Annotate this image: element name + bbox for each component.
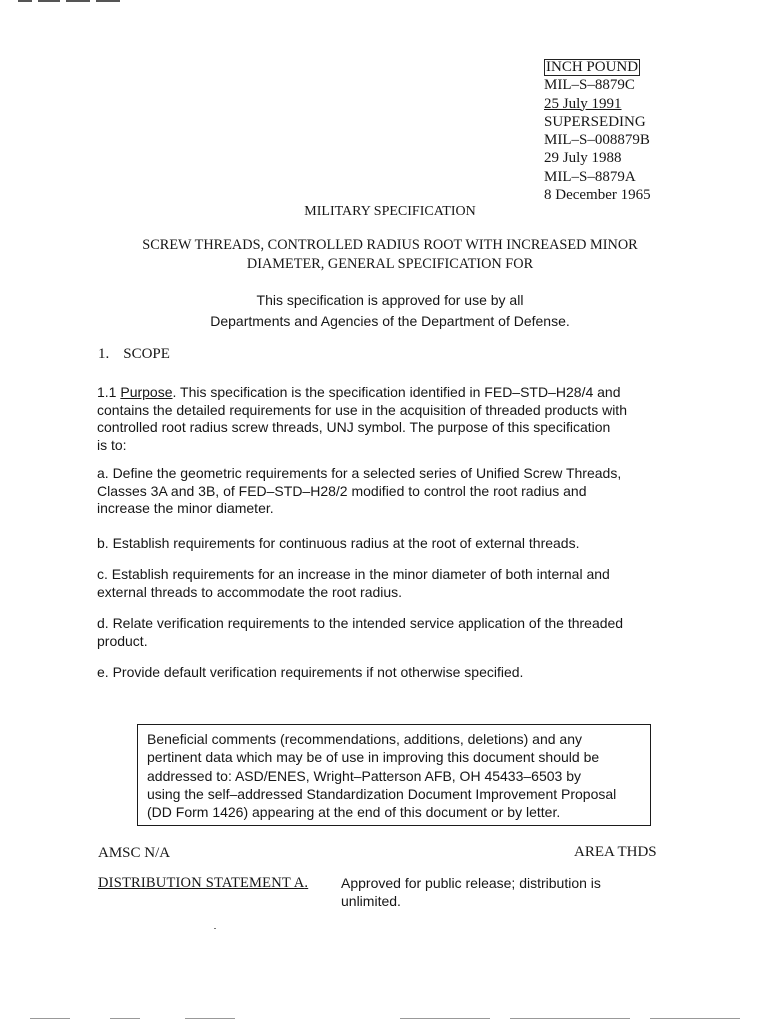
area-label: AREA THDS — [574, 844, 657, 860]
purpose-line-3: controlled root radius screw threads, UNJ symbol. The purpose of this specification — [97, 419, 611, 436]
beneficial-comments-box — [137, 724, 651, 826]
amsc-label: AMSC N/A — [98, 845, 171, 861]
comments-line-1: Beneficial comments (recommendations, additions, deletions) and any — [147, 731, 583, 747]
purpose-item-a — [97, 465, 691, 518]
purpose-item-b — [97, 535, 691, 553]
item-a-line-2: Classes 3A and 3B, of FED–STD–H28/2 modified to control the root radius and — [97, 482, 587, 499]
purpose-paragraph — [97, 384, 691, 454]
distribution-line-2: unlimited. — [341, 893, 401, 909]
document-header-block — [544, 58, 651, 204]
item-e-line-1: e. Provide default verification requirements if not otherwise specified. — [97, 664, 524, 680]
item-d-line-1: d. Relate verification requirements to the intended service application of the threaded — [97, 615, 624, 631]
item-d-line-2: product. — [97, 632, 148, 649]
inch-pound-box: INCH POUND — [546, 59, 639, 75]
superseded-doc-2: MIL–S–8879A — [544, 168, 636, 185]
doc-date: 25 July 1991 — [544, 95, 622, 112]
approval-line-1: This specification is approved for use by all — [256, 292, 524, 308]
approval-statement — [60, 290, 720, 332]
doc-number: MIL–S–8879C — [544, 77, 635, 94]
scan-artifact-top — [18, 0, 126, 18]
item-a-line-3: increase the minor diameter. — [97, 500, 274, 517]
purpose-line-1: . This specification is the specification identified in FED–STD–H28/4 and — [172, 384, 621, 400]
purpose-line-2: contains the detailed requirements for use in the acquisition of threaded products with — [97, 401, 627, 418]
comments-line-4: using the self–addressed Standardization Document Improvement Proposal — [147, 785, 617, 802]
distribution-line-1: Approved for public release; distribution is — [341, 875, 601, 891]
scan-speck — [214, 928, 216, 929]
purpose-item-e — [97, 664, 691, 682]
document-title — [60, 236, 720, 274]
purpose-label: Purpose — [120, 384, 173, 400]
superseded-doc-2-date: 8 December 1965 — [544, 187, 651, 204]
distribution-label-period: . — [304, 875, 309, 891]
item-c-line-1: c. Establish requirements for an increase in the minor diameter of both internal and — [97, 566, 610, 582]
comments-line-3: addressed to: ASD/ENES, Wright–Patterson AFB, OH 45433–6503 by — [147, 767, 581, 784]
title-line-1: SCREW THREADS, CONTROLLED RADIUS ROOT WITH INCREASED MINOR — [142, 237, 638, 253]
superseded-doc-1-date: 29 July 1988 — [544, 150, 622, 167]
spec-type-heading: MILITARY SPECIFICATION — [304, 204, 476, 219]
purpose-line-4: is to: — [97, 436, 127, 453]
section-title: SCOPE — [123, 346, 170, 362]
distribution-statement-label — [98, 875, 308, 892]
superseded-doc-1: MIL–S–008879B — [544, 132, 650, 149]
purpose-item-d — [97, 615, 691, 650]
section-number: 1. — [98, 346, 110, 362]
purpose-number: 1.1 — [97, 384, 117, 400]
distribution-label-text: DISTRIBUTION STATEMENT A — [98, 875, 305, 891]
item-b-line-1: b. Establish requirements for continuous radius at the root of external threads. — [97, 535, 580, 551]
distribution-statement-text — [341, 874, 661, 910]
item-c-line-2: external threads to accommodate the root radius. — [97, 583, 403, 600]
comments-line-2: pertinent data which may be of use in improving this document should be — [147, 749, 600, 766]
purpose-item-c — [97, 566, 691, 601]
item-a-line-1: a. Define the geometric requirements for a selected series of Unified Screw Threads, — [97, 465, 622, 481]
title-line-2: DIAMETER, GENERAL SPECIFICATION FOR — [246, 256, 534, 272]
superseding-label: SUPERSEDING — [544, 113, 646, 130]
scan-artifact-bottom — [0, 1018, 768, 1021]
comments-line-5: (DD Form 1426) appearing at the end of this document or by letter. — [147, 804, 561, 821]
approval-line-2: Departments and Agencies of the Department of Defense. — [210, 313, 570, 329]
section-scope-heading — [98, 346, 170, 363]
